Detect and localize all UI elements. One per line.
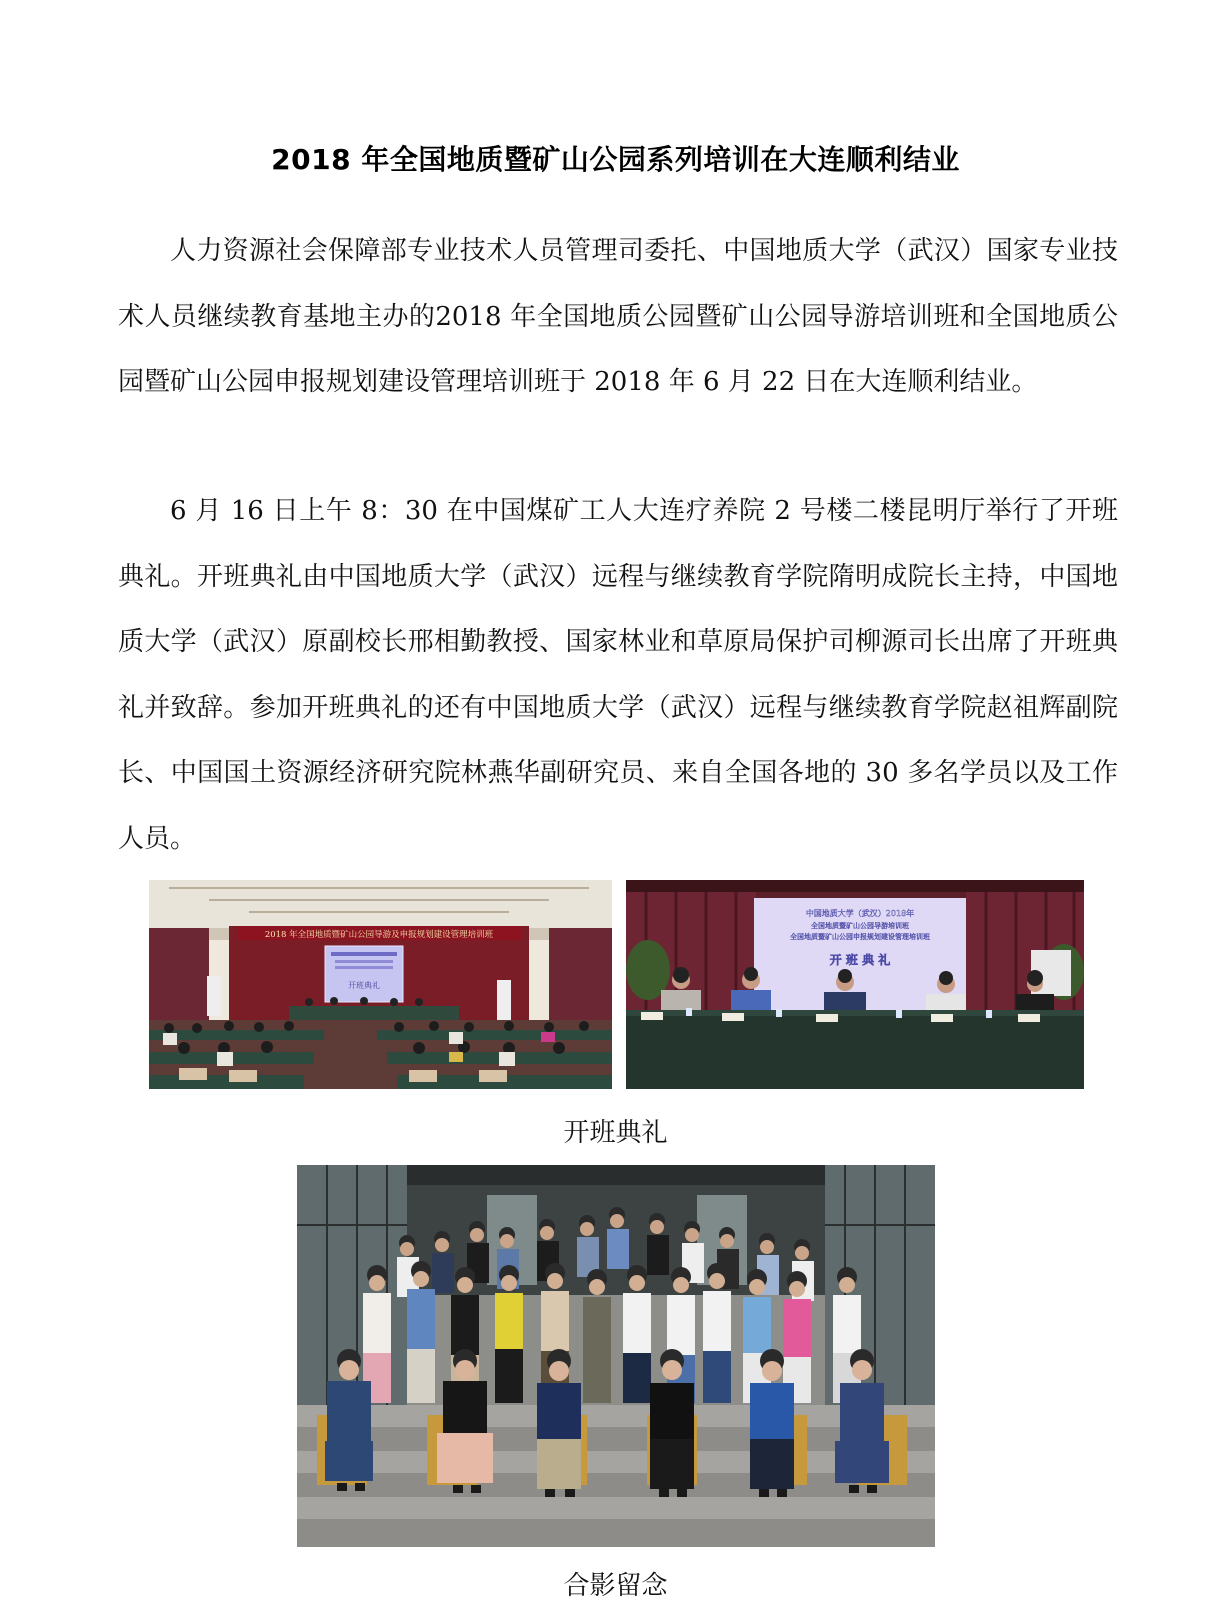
caption-opening-ceremony: 开班典礼 xyxy=(563,1118,668,1148)
banner-text: 2018 年全国地质暨矿山公园导游及申报规划建设管理培训班 xyxy=(264,930,494,940)
group-photo xyxy=(297,1165,935,1547)
screen-line-3: 全国地质暨矿山公园申报规划建设管理培训班 xyxy=(790,933,930,941)
opening-ceremony-photo-hall xyxy=(149,880,612,1089)
paragraph-1: 人力资源社会保障部专业技术人员管理司委托、中国地质大学（武汉）国家专业技术人员继续教育基地主办的2018 年全国地质公园暨矿山公园导游培训班和全国地质公园暨矿山公园申报规划建设管理培训班于 2018 年 6 月 22 日在大连顺利结业。 xyxy=(118,236,1118,397)
screen-text: 开班典礼 xyxy=(348,981,380,990)
paragraph-2: 6 月 16 日上午 8：30 在中国煤矿工人大连疗养院 2 号楼二楼昆明厅举行了开班典礼。开班典礼由中国地质大学（武汉）远程与继续教育学院隋明成院长主持，中国地质大学（武汉）原副校长邢相勤教授、国家林业和草原局保护司柳源司长出席了开班典礼并致辞。参加开班典礼的还有中国地质大学（武汉）远程与继续教育学院赵祖辉副院长、中国国土资源经济研究院林燕华副研究员、来自全国各地的 30 多名学员以及工作人员。 xyxy=(118,496,1118,854)
screen-line-2: 全国地质暨矿山公园导游培训班 xyxy=(811,922,909,930)
screen-line-1: 中国地质大学（武汉）2018年 xyxy=(805,909,915,918)
caption-group-photo: 合影留念 xyxy=(563,1571,668,1601)
page-title: 2018 年全国地质暨矿山公园系列培训在大连顺利结业 xyxy=(271,143,960,176)
opening-ceremony-photo-stage xyxy=(626,880,1084,1089)
screen-title: 开 班 典 礼 xyxy=(829,953,891,967)
